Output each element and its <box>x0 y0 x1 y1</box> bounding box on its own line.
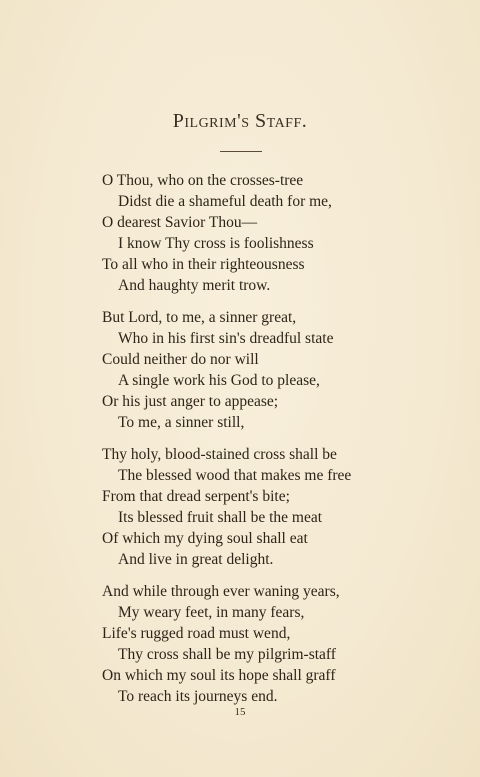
poem-line: O Thou, who on the crosses-tree <box>102 172 304 189</box>
poem-line: Or his just anger to appease; <box>102 393 279 410</box>
page-number: 15 <box>234 706 246 718</box>
poem-line: O dearest Savior Thou— <box>102 214 258 231</box>
poem-title: Pilgrim's Staff. <box>172 110 308 132</box>
poem-line: To all who in their righteousness <box>102 256 305 273</box>
poem-line: My weary feet, in many fears, <box>118 604 305 621</box>
poem-line: Thy holy, blood-stained cross shall be <box>102 446 337 463</box>
poem-line: And while through ever waning years, <box>102 583 340 600</box>
poem-line: The blessed wood that makes me free <box>118 467 352 484</box>
poem-line: From that dread serpent's bite; <box>102 488 290 505</box>
poem-line: Thy cross shall be my pilgrim-staff <box>118 646 336 663</box>
poem-line: And live in great delight. <box>118 551 274 568</box>
poem-line: Could neither do nor will <box>102 351 259 368</box>
poem-line: A single work his God to please, <box>118 372 320 389</box>
poem-line: To reach its journeys end. <box>118 688 278 705</box>
title-divider <box>220 151 262 152</box>
poem-line: Life's rugged road must wend, <box>102 625 291 642</box>
poem-line: But Lord, to me, a sinner great, <box>102 309 297 326</box>
poem-line: Who in his first sin's dreadful state <box>118 330 334 347</box>
poem-line: Its blessed fruit shall be the meat <box>118 509 323 526</box>
poem-line: And haughty merit trow. <box>118 277 271 294</box>
poem-line: Of which my dying soul shall eat <box>102 530 308 547</box>
poem-line: I know Thy cross is foolishness <box>118 235 314 252</box>
poem-line: To me, a sinner still, <box>118 414 245 431</box>
poem-line: On which my soul its hope shall graff <box>102 667 336 684</box>
poem-line: Didst die a shameful death for me, <box>118 193 332 210</box>
